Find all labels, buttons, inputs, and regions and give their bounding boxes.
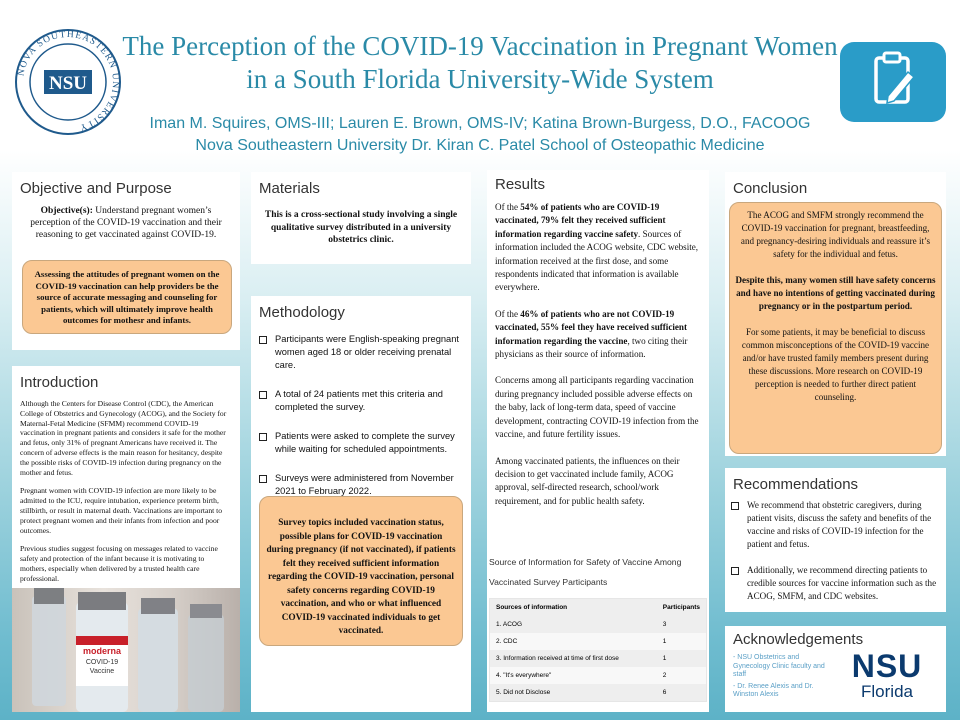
objective-callout: Assessing the attitudes of pregnant women on the COVID-19 vaccination can help providers be the source of accurate messaging and counseling for patients, which will ultimately improve health outcomes for mothesr and infants. [22,260,232,334]
introduction-heading: Introduction [20,374,99,391]
list-item: Surveys were administered from November 2021 to February 2022. [259,472,463,498]
introduction-panel [12,366,240,712]
methodology-callout: Survey topics included vaccination status, possible plans for COVID-19 vaccination during pregnancy (if not vaccinated), if patients felt they received sufficient information regarding the COVID-19 vaccination, personal safety concerns regarding COVID-19 vaccination, and who or what influenced COVID-19 vaccinated individuals to get vaccinated. [259,496,463,646]
recommendations-panel [725,468,946,612]
objective-label: Objective(s): [40,206,93,216]
results-heading: Results [495,176,546,193]
results-paragraph-2: Of the 46% of patients who are not COVID-19 vaccinated, 55% feel they have received sufficient information regarding the vaccine, two citing their physicians as their source of information. [495,308,688,360]
acknowledgements-list [733,654,833,700]
authors-block [110,113,850,157]
table-row: 4. "It's everywhere" 2 [490,667,706,684]
materials-heading: Materials [259,180,320,197]
results-table-title: Source of Information for Safety of Vaccine Among Vaccinated Survey Participants [489,557,682,587]
conclusion-heading: Conclusion [733,180,808,197]
results-table-frame [489,598,707,702]
results-panel [487,170,709,712]
acknowledgements-heading: Acknowledgements [733,631,864,648]
conclusion-panel [725,172,946,456]
table-header-source: Sources of information [496,604,568,611]
authors-line: Iman M. Squires, OMS-III; Lauren E. Brown, OMS-IV; Katina Brown-Burgess, D.O., FACOOG [149,115,811,132]
table-row: 3. Information received at time of first dose 1 [490,650,706,667]
results-paragraph-3: Concerns among all participants regarding vaccination during pregnancy included possible adverse effects on the baby, lack of long-term data, speed of vaccine development, contracting COVID-19 infection from the vaccine, and future fertility issues. [495,375,699,440]
table-row: 2. CDC 1 [490,633,706,650]
table-header-participants: Participants [662,604,700,611]
objective-panel [12,172,240,350]
list-item: Patients were asked to complete the survey while waiting for scheduled appointments. [259,430,463,456]
list-item: Participants were English-speaking pregnant women aged 18 or older receiving prenatal care. [259,333,463,372]
list-item: - Dr. Renee Alexis and Dr. Winston Alexis [733,682,814,699]
objective-body: Understand pregnant women’s perception of the COVID-19 vaccination and their reasoning to get vaccinated against COVID-19. [30,206,222,240]
methodology-panel [251,296,471,712]
logo-ring-text: NOVA SOUTHEASTERN UNIVERSITY [16,29,121,133]
results-table-block [487,552,709,702]
nsu-logo-sub: Florida [861,682,913,701]
nsu-logo-main: NSU [851,648,923,684]
table-row: 1. ACOG 3 [490,616,706,633]
conclusion-paragraph-1: The ACOG and SMFM strongly recommend the COVID-19 vaccination for pregnant, breastfeeding, and pregnancy-desiring individuals and reassure it’s safety for the individual and fetus. [740,210,931,259]
vaccine-vials-photo [12,588,240,712]
intro-paragraph-1: Although the Centers for Disease Control (CDC), the American College of Obstetrics and Gynecology (ACOG), and the Society for Maternal-Fetal Medicine (SFMM) recommend COVID-19 vaccination in pregnant patients and considers it safe for the mother and fetus, only 31% of pregnant Americans have received it. The concern of adverse effects is the main reason for hesitancy, despite the possible risks of COVID-19 infection during pregnancy on the mother and fetus. [20,399,227,477]
results-table [490,599,706,701]
recommendations-list [731,499,940,603]
list-item: - NSU Obstetrics and Gynecology Clinic faculty and staff [733,654,825,679]
intro-paragraph-3: Previous studies suggest focusing on messages related to vaccine safety and protection of the infant because it is motivating to mothers, especially when delivered by a trusted health care professional. [20,544,218,583]
logo-text: NSU [48,73,88,94]
institution-line: Nova Southeastern University Dr. Kiran C. Patel School of Osteopathic Medicine [195,137,765,154]
list-item: Additionally, we recommend directing patients to credible sources for vaccine information such as the ACOG, SMFM, and CDC websites. [731,564,940,603]
methodology-list [259,333,463,498]
objective-text [24,205,228,241]
table-row: 5. Did not Disclose 6 [490,684,706,701]
table-header-row [490,599,706,616]
list-item: A total of 24 patients met this criteria and completed the survey. [259,388,463,414]
conclusion-paragraph-3: For some patients, it may be beneficial to discuss common misconceptions of the COVID-19 vaccine and/or have trusted family members present during these discussions. More research on COVID-19 perception is needed to further direct patient counseling. [741,327,930,402]
results-paragraph-1: Of the 54% of patients who are COVID-19 vaccinated, 79% felt they received sufficient information regarding vaccine safety. Sources of information included the ACOG website, CDC website, information received at the first dose, and some respondents indicated that information is available everywhere. [495,202,699,293]
results-paragraph-4: Among vaccinated patients, the influences on their decision to get vaccinated include family, ACOG approval, self-directed research, school/work requirement, and for public health safety. [495,455,680,506]
nsu-florida-logo [837,650,937,702]
objective-heading: Objective and Purpose [20,180,172,197]
clipboard-pencil-icon [840,42,946,122]
photo-label-vaccine: Vaccine [89,668,115,675]
photo-label-covid: COVID-19 [85,659,119,666]
nsu-seal-logo [14,28,122,136]
conclusion-callout [729,202,942,454]
nsu-seal-icon [14,28,122,136]
acknowledgements-panel [725,626,946,712]
materials-panel [251,172,471,264]
materials-text: This is a cross-sectional study involving a single qualitative survey distributed in a university obstetrics clinic. [264,210,458,245]
list-item: We recommend that obstetric caregivers, during patient visits, discuss the safety and benefits of the vaccine and risks of COVID-19 infection for the patient and fetus. [731,499,940,551]
conclusion-paragraph-2: Despite this, many women still have safety concerns and have no intentions of getting vaccinated during pregnancy or in the postpartum period. [735,275,936,311]
methodology-heading: Methodology [259,304,345,321]
photo-label-brand: moderna [82,646,122,656]
recommendations-heading: Recommendations [733,476,859,493]
intro-paragraph-2: Pregnant women with COVID-19 infection are more likely to be admitted to the ICU, require intubation, experience preterm birth, stillbirth, or result in maternal death. Vaccinations are important to protect pregnant women and their infants from infection and poor outcomes. [20,486,223,535]
poster-title: The Perception of the COVID-19 Vaccination in Pregnant Women in a South Florida University-Wide System [122,31,838,94]
